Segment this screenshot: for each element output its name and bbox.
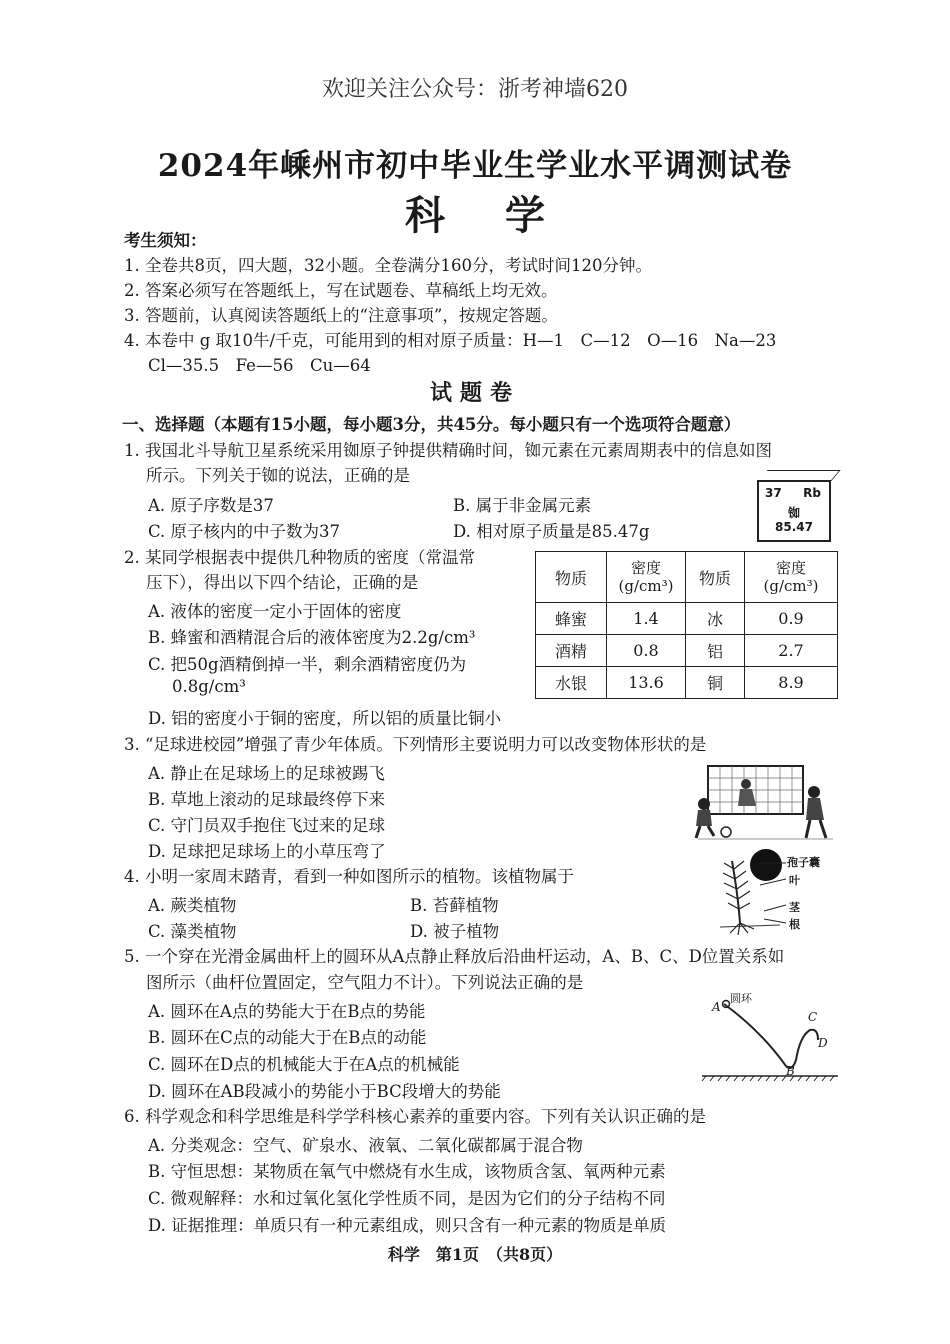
q5-stem-line1: 5. 一个穿在光滑金属曲杆上的圆环从A点静止释放后沿曲杆运动，A、B、C、D位置关系如 (124, 947, 785, 966)
table-row (536, 635, 838, 667)
table-cell: 蜂蜜 (536, 603, 607, 635)
q1-option-a: A. 原子序数是37 (148, 496, 274, 515)
header-density-label-2: 密度 (775, 559, 806, 577)
q5-stem-line2: 图所示（曲杆位置固定，空气阻力不计）。下列说法正确的是 (146, 973, 584, 992)
table-row (536, 603, 838, 635)
q1-option-b: B. 属于非金属元素 (453, 496, 592, 515)
table-cell: 1.4 (607, 603, 686, 635)
header-density-2 (745, 552, 838, 603)
table-cell: 2.7 (745, 635, 838, 667)
table-cell: 0.8 (607, 635, 686, 667)
q2-option-a: A. 液体的密度一定小于固体的密度 (148, 602, 402, 621)
label-ring: 圆环 (730, 992, 752, 1005)
atomic-mass: 85.47 (775, 520, 813, 534)
table-cell: 水银 (536, 667, 607, 699)
q4-stem: 4. 小明一家周末踏青，看到一种如图所示的植物。该植物属于 (124, 867, 574, 886)
q6-option-b: B. 守恒思想：某物质在氧气中燃烧有水生成，该物质含氢、氧两种元素 (148, 1162, 666, 1181)
q3-option-a: A. 静止在足球场上的足球被踢飞 (148, 764, 385, 783)
q1-option-c: C. 原子核内的中子数为37 (148, 522, 341, 541)
q6-option-a: A. 分类观念：空气、矿泉水、液氧、二氧化碳都属于混合物 (148, 1136, 583, 1155)
label-sporangium: 孢子囊 (787, 856, 820, 869)
element-name: 铷 (787, 506, 800, 520)
table-row (536, 667, 838, 699)
header-density-unit: (g/cm³) (618, 577, 674, 595)
q2-option-d: D. 铝的密度小于铜的密度，所以铝的质量比铜小 (148, 709, 502, 728)
section-1-heading: 一、选择题（本题有15小题，每小题3分，共45分。每小题只有一个选项符合题意） (122, 415, 741, 434)
notice-heading: 考生须知： (124, 231, 207, 250)
q1-stem-line2: 所示。下列关于铷的说法，正确的是 (146, 466, 410, 485)
label-point-c: C (808, 1010, 818, 1024)
q2-option-b: B. 蜂蜜和酒精混合后的液体密度为2.2g/cm³ (148, 628, 476, 647)
q5-option-c: C. 圆环在D点的机械能大于在A点的机械能 (148, 1055, 460, 1074)
label-root: 根 (789, 918, 800, 931)
q2-option-c-line2: 0.8g/cm³ (172, 677, 246, 696)
q1-stem-line1: 1. 我国北斗导航卫星系统采用铷原子钟提供精确时间，铷元素在元素周期表中的信息如图 (124, 441, 772, 460)
element-card-rubidium (757, 480, 831, 542)
table-cell: 酒精 (536, 635, 607, 667)
notice-item-2: 2. 答案必须写在答题纸上，写在试题卷、草稿纸上均无效。 (124, 281, 558, 300)
paper-section-title: 试题卷 (429, 380, 520, 406)
q3-option-c: C. 守门员双手抱住飞过来的足球 (148, 816, 386, 835)
q6-option-d: D. 证据推理：单质只有一种元素组成，则只含有一种元素的物质是单质 (148, 1216, 667, 1235)
label-point-a: A (712, 1000, 721, 1014)
q6-option-c: C. 微观解释：水和过氧化氢化学性质不同，是因为它们的分子结构不同 (148, 1189, 666, 1208)
q5-option-a: A. 圆环在A点的势能大于在B点的势能 (148, 1002, 426, 1021)
table-cell: 0.9 (745, 603, 838, 635)
density-table (535, 551, 838, 699)
subject-title: 科学 (405, 192, 605, 239)
header-density (607, 552, 686, 603)
header-density-unit-2: (g/cm³) (763, 577, 819, 595)
q3-stem: 3. “足球进校园”增强了青少年体质。下列情形主要说明力可以改变物体形状的是 (124, 735, 707, 754)
q4-option-b: B. 苔藓植物 (410, 896, 499, 915)
element-symbol: Rb (803, 486, 821, 500)
density-table-header (536, 552, 838, 603)
q2-stem-line1: 2. 某同学根据表中提供几种物质的密度（常温常 (124, 548, 475, 567)
q4-option-c: C. 藻类植物 (148, 922, 237, 941)
notice-item-1: 1. 全卷共8页，四大题，32小题。全卷满分160分，考试时间120分钟。 (124, 256, 652, 275)
q2-option-c-line1: C. 把50g酒精倒掉一半，剩余酒精密度仍为 (148, 655, 467, 674)
header-substance: 物质 (536, 552, 607, 603)
table-cell: 冰 (686, 603, 745, 635)
q2-stem-line2: 压下），得出以下四个结论，正确的是 (146, 573, 419, 592)
table-cell: 铜 (686, 667, 745, 699)
soccer-illustration (688, 758, 838, 840)
q5-option-b: B. 圆环在C点的动能大于在B点的动能 (148, 1028, 427, 1047)
exam-title: 2024年嵊州市初中毕业生学业水平调测试卷 (157, 148, 793, 184)
notice-item-4: 4. 本卷中 g 取10牛/千克，可能用到的相对原子质量：H—1 C—12 O—16 Na—23 (124, 331, 777, 350)
header-density-label: 密度 (630, 559, 661, 577)
q3-option-d: D. 足球把足球场上的小草压弯了 (148, 842, 386, 861)
table-cell: 13.6 (607, 667, 686, 699)
q1-option-d: D. 相对原子质量是85.47g (453, 522, 650, 541)
q5-option-d: D. 圆环在AB段减小的势能小于BC段增大的势能 (148, 1082, 501, 1101)
atomic-number: 37 (765, 486, 782, 500)
label-point-b: B (786, 1064, 795, 1078)
notice-item-4-cont: Cl—35.5 Fe—56 Cu—64 (148, 356, 371, 375)
label-point-d: D (818, 1036, 828, 1050)
header-substance-2: 物质 (686, 552, 745, 603)
q6-stem: 6. 科学观念和科学思维是科学学科核心素养的重要内容。下列有关认识正确的是 (124, 1107, 706, 1126)
page-footer: 科学 第1页 （共8页） (387, 1245, 563, 1264)
label-stem: 茎 (789, 901, 800, 914)
q4-option-a: A. 蕨类植物 (148, 896, 237, 915)
table-cell: 铝 (686, 635, 745, 667)
q3-option-b: B. 草地上滚动的足球最终停下来 (148, 790, 386, 809)
label-leaf: 叶 (789, 874, 800, 887)
notice-item-3: 3. 答题前，认真阅读答题纸上的“注意事项”，按规定答题。 (124, 306, 558, 325)
q4-option-d: D. 被子植物 (410, 922, 500, 941)
header-note: 欢迎关注公众号：浙考神墙620 (322, 77, 628, 102)
card-depth (758, 470, 840, 481)
table-cell: 8.9 (745, 667, 838, 699)
